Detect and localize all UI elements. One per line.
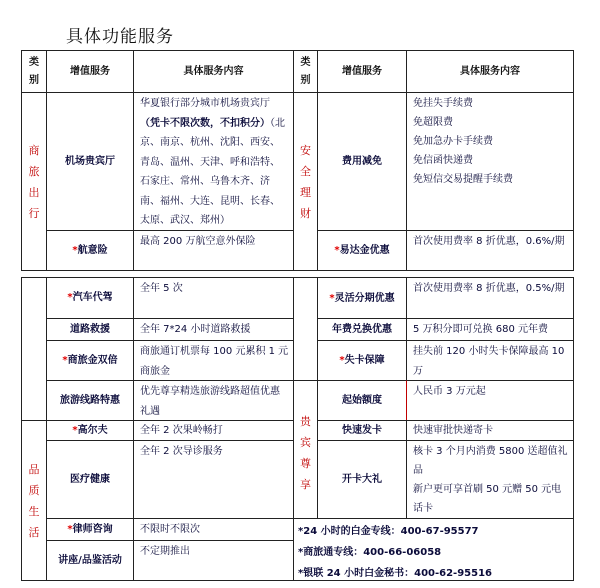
service-card-activation-gift: 开卡大礼 — [317, 440, 407, 519]
fee-waiver-line: 免超限费 — [413, 117, 453, 128]
header-service-right: 增值服务 — [317, 50, 407, 93]
content-fast-card-issue: 快速审批快递寄卡 — [406, 420, 574, 441]
content-flexible-installment: 首次使用费率 8 折优惠，0.5%/期 — [406, 277, 574, 319]
service-initial-limit: 起始额度 — [317, 380, 407, 421]
service-lecture-tasting: 讲座/品鉴活动 — [46, 540, 134, 581]
content-travel-route-offer: 优先尊享精选旅游线路超值优惠礼遇 — [133, 380, 294, 421]
service-flexible-installment: *灵活分期优惠 — [317, 277, 407, 319]
hotlines-box — [293, 518, 574, 581]
fee-waiver-line: 免信函快递费 — [413, 155, 473, 166]
content-golf: 全年 2 次果岭畅打 — [133, 420, 294, 441]
fee-waiver-line: 免加急办卡手续费 — [413, 136, 493, 147]
content-road-rescue: 全年 7*24 小时道路救援 — [133, 318, 294, 341]
content-travel-credit-double: 商旅通订机票每 100 元累积 1 元商旅金 — [133, 340, 294, 381]
fee-waiver-line: 免短信交易提醒手续费 — [413, 174, 513, 185]
fee-waiver-line: 免挂失手续费 — [413, 98, 473, 109]
service-medical-health: 医疗健康 — [46, 440, 134, 519]
content-annual-fee-exchange: 5 万积分即可兑换 680 元年费 — [406, 318, 574, 341]
category-security-finance-continued — [293, 277, 318, 381]
content-card-activation-gift — [406, 440, 574, 519]
service-flight-insurance: * 航意险 — [46, 230, 134, 271]
service-designated-driver: * 汽车代驾 — [46, 277, 134, 319]
hotline-platinum: *24 小时的白金专线：400-67-95577 — [298, 526, 479, 537]
header-category-right: 类 别 — [293, 50, 318, 93]
service-fast-card-issue: 快速发卡 — [317, 420, 407, 441]
service-road-rescue: 道路救援 — [46, 318, 134, 341]
category-business-travel: 商 旅 出 行 — [21, 92, 47, 271]
page-title: 具体功能服务 — [66, 27, 174, 47]
category-security-finance: 安 全 理 财 — [293, 92, 318, 271]
header-service-left: 增值服务 — [46, 50, 134, 93]
service-yidajin: * 易达金优惠 — [317, 230, 407, 271]
service-airport-lounge: 机场贵宾厅 — [46, 92, 134, 231]
content-yidajin: 首次使用费率 8 折优惠，0.6%/期 — [406, 230, 574, 271]
content-lecture-tasting: 不定期推出 — [133, 540, 294, 581]
service-annual-fee-exchange: 年费兑换优惠 — [317, 318, 407, 341]
content-initial-limit: 人民币 3 万元起 — [406, 380, 574, 421]
category-vip: 贵 宾 尊 享 — [293, 380, 318, 519]
content-flight-insurance: 最高 200 万航空意外保险 — [133, 230, 294, 271]
service-lawyer-consult: * 律师咨询 — [46, 518, 134, 541]
service-travel-route-offer: 旅游线路特惠 — [46, 380, 134, 421]
category-business-travel-continued — [21, 277, 47, 421]
content-lawyer-consult: 不限时不限次 — [133, 518, 294, 541]
header-content-right: 具体服务内容 — [406, 50, 574, 93]
service-golf: * 高尔夫 — [46, 420, 134, 441]
content-airport-lounge: 华夏银行部分城市机场贵宾厅（凭卡不限次数，不扣积分）（北京、南京、杭州、沈阳、西安、青岛、温州、天津、呼和浩特、石家庄、常州、乌鲁木齐、济南、福州、大连、昆明、长春、太原、武汉、郑州） — [133, 92, 294, 231]
hotline-unionpay-secretary: *银联 24 小时白金秘书：400-62-95516 — [298, 568, 492, 579]
category-quality-life: 品 质 生 活 — [21, 420, 47, 581]
service-lost-card-protection: * 失卡保障 — [317, 340, 407, 381]
content-lost-card-protection: 挂失前 120 小时失卡保障最高 10 万 — [406, 340, 574, 381]
header-category-left: 类 别 — [21, 50, 47, 93]
service-travel-credit-double: * 商旅金双倍 — [46, 340, 134, 381]
content-medical-health: 全年 2 次导诊服务 — [133, 440, 294, 519]
hotline-business-travel: *商旅通专线：400-66-06058 — [298, 547, 442, 558]
content-designated-driver: 全年 5 次 — [133, 277, 294, 319]
service-fee-waiver: 费用减免 — [317, 92, 407, 231]
content-fee-waiver — [406, 92, 574, 231]
header-content-left: 具体服务内容 — [133, 50, 294, 93]
gift-line: 新户更可享首刷 50 元赠 50 元电话卡 — [413, 484, 562, 514]
gift-line: 核卡 3 个月内消费 5800 送超值礼品 — [413, 446, 568, 476]
